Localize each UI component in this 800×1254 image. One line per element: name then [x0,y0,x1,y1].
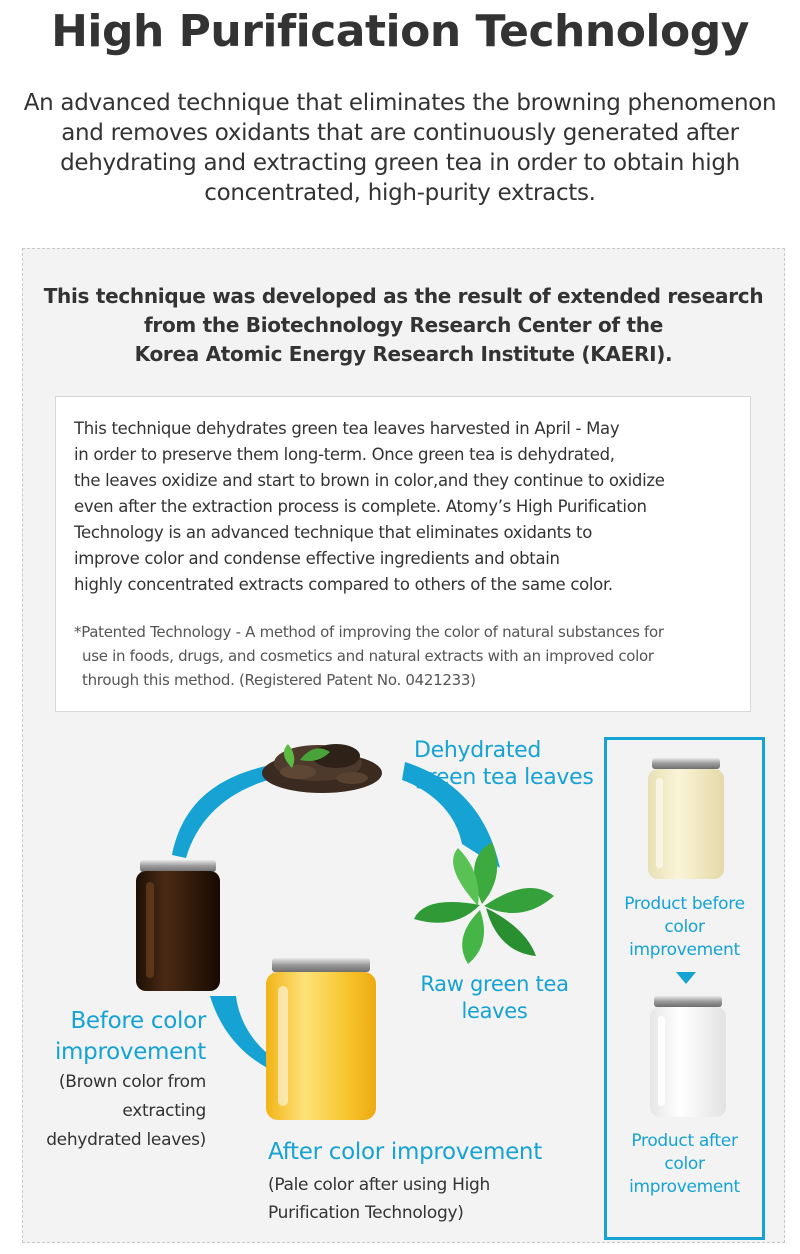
research-heading: This technique was developed as the result of extended research from the Biotechnology Research Center of the Korea Atomic Energy Research Institute (KAERI). [43,284,764,366]
product-before-label: Product before color improvement [624,894,745,960]
fresh-green-tea-leaves-image [414,842,554,964]
dried-tea-leaves-image [262,744,382,793]
before-improvement-caption: (Brown color from extracting dehydrated leaves) [46,1072,206,1150]
page-title: High Purification Technology [51,6,749,57]
raw-leaves-label: Raw green tea leaves [420,972,569,1023]
product-after-jar-image [650,996,726,1117]
before-improvement-label: Before color improvement [54,1008,206,1065]
dehydrated-leaves-label: Dehydrated green tea leaves [414,738,594,790]
after-improvement-label: After color improvement [268,1139,542,1165]
after-improvement-caption: (Pale color after using High Purification Technology) [268,1175,491,1223]
description-text: This technique dehydrates green tea leaves harvested in April - May in order to preserve them long-term. Once green tea is dehydrated, the leaves oxidize and start to brown in color,and they continue to oxidize even after the extraction process is complete. Atomy’s High Purification Technology is an advanced technique that eliminates oxidants to improve color and condense effective ingredients and obtain highly concentrated extracts compared to others of the same color. [74,419,665,594]
product-after-label: Product after color improvement [629,1131,740,1197]
intro-text: An advanced technique that eliminates the browning phenomenon and removes oxidants that are continuously generated after dehydrating and extracting green tea in order to obtain high concentrated, high-purity extracts. [23,90,777,206]
product-before-jar-image [648,758,724,879]
patent-note: *Patented Technology - A method of improving the color of natural substances for use in foods, drugs, and cosmetics and natural extracts with an improved color through this method. (Registered Patent No. 0421233) [74,623,664,689]
brown-extract-jar-image [136,860,220,991]
down-arrow-icon [676,972,696,984]
yellow-extract-jar-image [266,958,376,1120]
